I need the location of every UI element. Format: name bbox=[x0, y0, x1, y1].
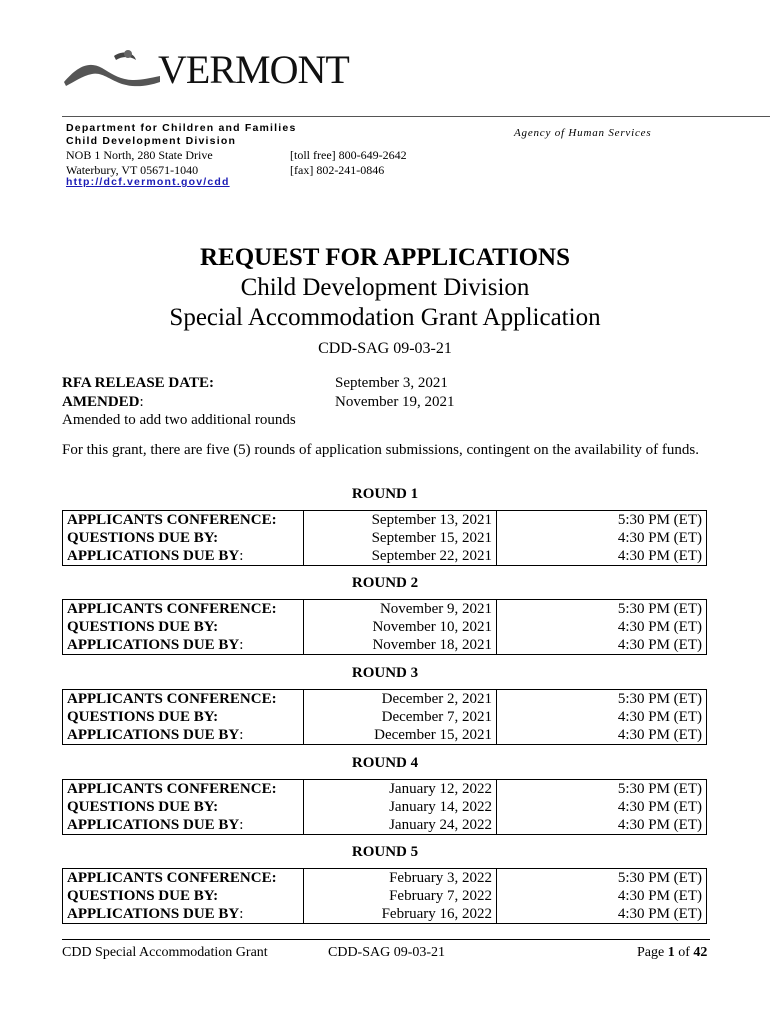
deadline-times-cell bbox=[497, 690, 707, 745]
address-line-1: NOB 1 North, 280 State Drive bbox=[66, 148, 213, 162]
page-total: 42 bbox=[693, 945, 708, 960]
contact-block bbox=[290, 148, 407, 178]
round-heading: ROUND 3 bbox=[351, 665, 419, 681]
program-title: Special Accommodation Grant Application bbox=[169, 304, 601, 331]
round-schedule-table bbox=[62, 779, 707, 835]
amended-colon: : bbox=[139, 393, 144, 410]
table-row bbox=[63, 869, 707, 924]
address-line-2: Waterbury, VT 05671-1040 bbox=[66, 163, 199, 177]
deadline-time: 4:30 PM (ET) bbox=[617, 817, 702, 833]
round-schedule-table bbox=[62, 689, 707, 745]
conference-label: APPLICANTS CONFERENCE: bbox=[67, 601, 277, 617]
deadline-time: 4:30 PM (ET) bbox=[617, 799, 702, 815]
deadline-date: November 9, 2021 bbox=[379, 601, 492, 617]
amended-date: November 19, 2021 bbox=[335, 393, 455, 410]
round-schedule-table bbox=[62, 510, 707, 566]
deadline-labels-cell bbox=[63, 600, 304, 655]
applications-label: APPLICATIONS DUE BY: bbox=[67, 637, 244, 653]
department-name: Department for Children and Families bbox=[66, 122, 297, 134]
release-date-label: RFA RELEASE DATE: bbox=[62, 375, 214, 391]
footer-left: CDD Special Accommodation Grant bbox=[62, 945, 268, 960]
round-heading: ROUND 2 bbox=[351, 575, 419, 591]
page-current: 1 bbox=[667, 945, 675, 960]
division-title: Child Development Division bbox=[240, 274, 530, 301]
deadline-time: 4:30 PM (ET) bbox=[617, 530, 702, 546]
release-values bbox=[335, 374, 455, 411]
round-heading: ROUND 5 bbox=[351, 844, 419, 860]
deadline-time: 5:30 PM (ET) bbox=[617, 512, 702, 528]
round-heading: ROUND 4 bbox=[351, 755, 419, 771]
deadline-date: December 2, 2021 bbox=[381, 691, 492, 707]
deadline-date: November 18, 2021 bbox=[372, 637, 492, 653]
intro-text: For this grant, there are five (5) rounds of application submissions, contingent on the availability of funds. bbox=[62, 442, 699, 458]
department-block bbox=[66, 122, 296, 148]
applications-label: APPLICATIONS DUE BY: bbox=[67, 906, 244, 922]
deadline-time: 5:30 PM (ET) bbox=[617, 870, 702, 886]
table-row bbox=[63, 780, 707, 835]
amended-label: AMENDED bbox=[62, 393, 140, 410]
table-row bbox=[63, 600, 707, 655]
deadline-date: December 7, 2021 bbox=[381, 709, 492, 725]
deadline-date: September 22, 2021 bbox=[371, 548, 492, 564]
applications-label: APPLICATIONS DUE BY: bbox=[67, 817, 244, 833]
deadline-date: February 7, 2022 bbox=[389, 888, 492, 904]
table-row bbox=[63, 690, 707, 745]
deadline-time: 5:30 PM (ET) bbox=[617, 601, 702, 617]
deadline-time: 4:30 PM (ET) bbox=[617, 888, 702, 904]
page-title: REQUEST FOR APPLICATIONS bbox=[200, 244, 570, 271]
address-block bbox=[66, 148, 213, 178]
conference-label: APPLICANTS CONFERENCE: bbox=[67, 870, 277, 886]
toll-free-number: [toll free] 800-649-2642 bbox=[290, 148, 407, 162]
deadline-date: February 16, 2022 bbox=[381, 906, 492, 922]
agency-name: Agency of Human Services bbox=[514, 127, 652, 139]
deadline-time: 4:30 PM (ET) bbox=[617, 619, 702, 635]
amended-note: Amended to add two additional rounds bbox=[62, 412, 296, 428]
applications-label: APPLICATIONS DUE BY: bbox=[67, 727, 244, 743]
page-number bbox=[637, 945, 707, 961]
footer-divider bbox=[62, 939, 710, 940]
page-prefix: Page bbox=[637, 945, 668, 960]
round-heading: ROUND 1 bbox=[351, 486, 419, 502]
website-link[interactable]: http://dcf.vermont.gov/cdd bbox=[66, 176, 230, 188]
deadline-date: January 14, 2022 bbox=[389, 799, 492, 815]
conference-label: APPLICANTS CONFERENCE: bbox=[67, 691, 277, 707]
table-row bbox=[63, 511, 707, 566]
deadline-labels-cell bbox=[63, 690, 304, 745]
questions-label: QUESTIONS DUE BY: bbox=[67, 709, 219, 725]
deadline-times-cell bbox=[497, 780, 707, 835]
mountain-bird-icon bbox=[62, 46, 162, 94]
deadline-times-cell bbox=[497, 511, 707, 566]
release-date: September 3, 2021 bbox=[335, 375, 448, 391]
deadline-date: February 3, 2022 bbox=[389, 870, 492, 886]
deadline-time: 4:30 PM (ET) bbox=[617, 637, 702, 653]
deadline-time: 4:30 PM (ET) bbox=[617, 727, 702, 743]
deadline-date: November 10, 2021 bbox=[372, 619, 492, 635]
deadline-date: September 13, 2021 bbox=[371, 512, 492, 528]
page-of: of bbox=[674, 945, 694, 960]
round-schedule-table bbox=[62, 868, 707, 924]
deadline-date: December 15, 2021 bbox=[374, 727, 492, 743]
header-divider bbox=[62, 116, 770, 117]
questions-label: QUESTIONS DUE BY: bbox=[67, 619, 219, 635]
deadline-dates-cell bbox=[304, 511, 497, 566]
deadline-dates-cell bbox=[304, 690, 497, 745]
applications-label: APPLICATIONS DUE BY: bbox=[67, 548, 244, 564]
conference-label: APPLICANTS CONFERENCE: bbox=[67, 512, 277, 528]
deadline-time: 4:30 PM (ET) bbox=[617, 548, 702, 564]
deadline-times-cell bbox=[497, 869, 707, 924]
deadline-dates-cell bbox=[304, 600, 497, 655]
deadline-date: September 15, 2021 bbox=[371, 530, 492, 546]
deadline-time: 5:30 PM (ET) bbox=[617, 781, 702, 797]
deadline-time: 4:30 PM (ET) bbox=[617, 906, 702, 922]
vermont-logo bbox=[62, 46, 349, 94]
logo-text: VERMONT bbox=[158, 47, 349, 92]
questions-label: QUESTIONS DUE BY: bbox=[67, 888, 219, 904]
deadline-time: 4:30 PM (ET) bbox=[617, 709, 702, 725]
division-name: Child Development Division bbox=[66, 135, 237, 147]
deadline-labels-cell bbox=[63, 780, 304, 835]
footer-center: CDD-SAG 09-03-21 bbox=[328, 945, 446, 960]
deadline-labels-cell bbox=[63, 511, 304, 566]
conference-label: APPLICANTS CONFERENCE: bbox=[67, 781, 277, 797]
deadline-time: 5:30 PM (ET) bbox=[617, 691, 702, 707]
questions-label: QUESTIONS DUE BY: bbox=[67, 530, 219, 546]
deadline-dates-cell bbox=[304, 869, 497, 924]
release-labels bbox=[62, 374, 296, 430]
deadline-date: January 12, 2022 bbox=[389, 781, 492, 797]
round-schedule-table bbox=[62, 599, 707, 655]
deadline-dates-cell bbox=[304, 780, 497, 835]
deadline-labels-cell bbox=[63, 869, 304, 924]
questions-label: QUESTIONS DUE BY: bbox=[67, 799, 219, 815]
document-code: CDD-SAG 09-03-21 bbox=[318, 340, 452, 357]
deadline-times-cell bbox=[497, 600, 707, 655]
deadline-date: January 24, 2022 bbox=[389, 817, 492, 833]
fax-number: [fax] 802-241-0846 bbox=[290, 163, 385, 177]
